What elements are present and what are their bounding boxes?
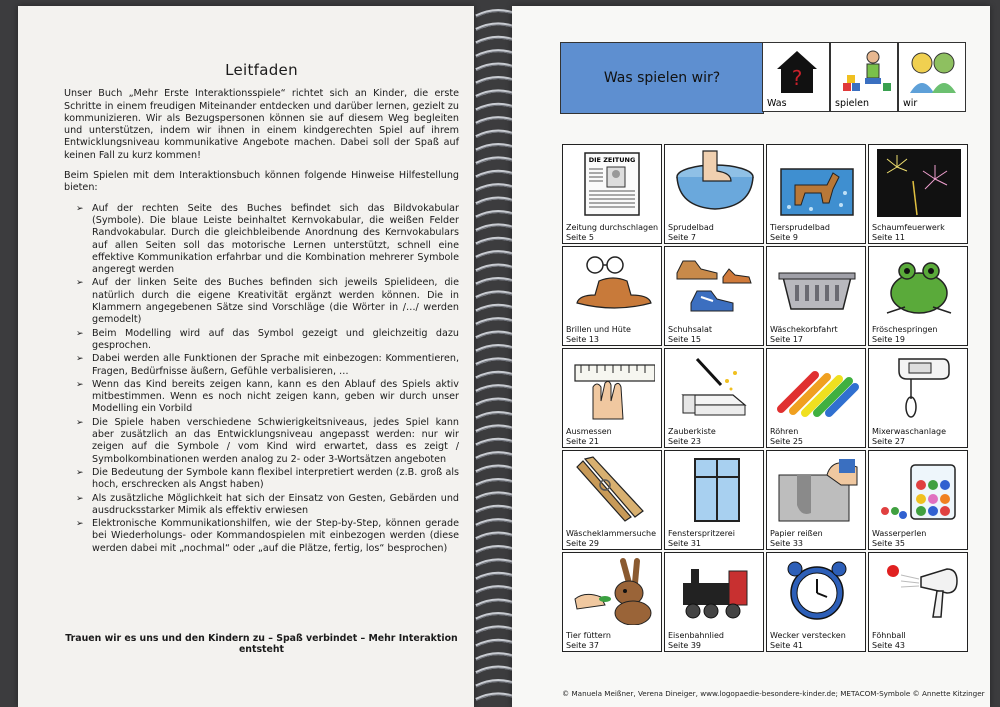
right-page [512,6,990,707]
hint-item: ➢ Als zusätzliche Möglichkeit hat sich der Einsatz von Gesten, Gebärden und ausdrucksstarker Mimik als effektiv erwiesen [92,493,459,518]
window-icon [673,455,757,523]
symbol-cell-schuhsalat[interactable] [664,246,764,346]
core-cell-spielen[interactable] [830,42,898,112]
svg-text:?: ? [791,66,803,90]
symbol-name: Föhnball [872,631,906,640]
hint-item: ➢ Auf der rechten Seite des Buches befindet sich das Bildvokabular (Symbole). Die blaue Leiste beinhaltet Kernvokabular, die weißen Felder Randvokabular. Durch die gleichbleibende Anordnung des Kernvokabulars auf allen Seiten soll das motorische Lernen unterstützt, schnell eine effektive Kommunikation erfahrbar und die Kombination mehrerer Symbole angeregt werden [92,203,459,277]
symbol-cell-wecker[interactable] [766,552,866,652]
alarm-clock-icon [775,557,859,625]
symbol-cell-brillen[interactable] [562,246,662,346]
symbol-name: Schuhsalat [668,325,713,334]
symbol-cell-roehren[interactable] [766,348,866,448]
intro-paragraph: Unser Buch „Mehr Erste Interaktionsspiele“ richtet sich an Kinder, die erste Schritte in einem freudigen Miteinander entdecken und darüber lernen, gezielt zu kommunizieren. Wir als Bezugspersonen können sie auf diesem Weg begleiten und unterstützen, indem wir ihnen in einem kindgerechten Spiel auf ihrem Entwicklungsniveau kommunikative Angebote machen. Dabei soll der Spaß auf keinen Fall zu kurz kommen! [64,88,459,161]
core-cell-label: spielen [835,98,869,109]
symbol-name: Sprudelbad [668,223,714,232]
tear-paper-icon [775,455,859,523]
symbol-page: Seite 19 [872,335,906,344]
symbol-cell-ausmessen[interactable] [562,348,662,448]
hint-item: ➢ Wenn das Kind bereits zeigen kann, kann es den Ablauf des Spiels aktiv mitbestimmen. Wenn es noch nicht zeigen kann, geben wir durch unser Modelling ein Vorbild [92,379,459,416]
symbol-cell-wasserperlen[interactable] [868,450,968,550]
symbol-name: Zauberkiste [668,427,716,436]
symbol-cell-mixer[interactable] [868,348,968,448]
feed-rabbit-icon [571,557,655,625]
core-bar-label: Was spielen wir? [603,70,721,86]
mixer-icon [877,353,961,421]
symbol-page: Seite 5 [566,233,594,242]
symbol-cell-froesche[interactable] [868,246,968,346]
hairdryer-icon [877,557,961,625]
symbol-page: Seite 17 [770,335,804,344]
symbol-name: Fröschespringen [872,325,938,334]
symbol-name: Röhren [770,427,799,436]
symbol-page: Seite 33 [770,539,804,548]
symbol-page: Seite 37 [566,641,600,650]
hint-item: ➢ Elektronische Kommunikationshilfen, wie der Step-by-Step, können gerade bei Wiederholungs- oder Kommandospielen mit einbezogen werden (diese werden dabei mit „nochmal“ oder „auf die Plätze, fertig, los“ besprochen) [92,518,459,555]
symbol-page: Seite 13 [566,335,600,344]
water-beads-icon [877,455,961,523]
two-people-icon [905,47,961,97]
hint-item: ➢ Die Spiele haben verschiedene Schwierigkeitsniveaus, jedes Spiel kann aber zusätzlich an das Entwicklungsniveau angepasst werden: nur wir zeigen auf die Symbole / vom Kind wird erwartet, dass es zeigt / Symbolkombinationen werden analog zu 2- oder 3-Wortsätzen angeboten [92,417,459,466]
symbol-name: Papier reißen [770,529,823,538]
symbol-cell-waescheklammer[interactable] [562,450,662,550]
laundry-basket-icon [775,251,859,319]
symbol-name: Mixerwaschanlage [872,427,947,436]
symbol-cell-foehnball[interactable] [868,552,968,652]
ruler-icon [571,353,655,421]
symbol-name: Eisenbahnlied [668,631,725,640]
hint-item: ➢ Beim Modelling wird auf das Symbol gezeigt und gleichzeitig dazu gesprochen. [92,328,459,353]
hint-list [64,203,459,555]
symbol-page: Seite 7 [668,233,696,242]
symbol-cell-zauberkiste[interactable] [664,348,764,448]
playing-child-icon [837,47,893,97]
symbol-name: Brillen und Hüte [566,325,631,334]
core-cell-label: Was [767,98,787,109]
symbol-name: Wäscheklammersuche [566,529,657,538]
symbol-page: Seite 31 [668,539,702,548]
symbol-page: Seite 11 [872,233,906,242]
symbol-name: Wecker verstecken [770,631,846,640]
symbol-cell-fenster[interactable] [664,450,764,550]
animal-bath-icon [775,149,859,217]
hint-item: ➢ Die Bedeutung der Symbole kann flexibel interpretiert werden (z.B. groß als hoch, erschrecken als Angst haben) [92,467,459,492]
hint-item: ➢ Auf der linken Seite des Buches befinden sich jeweils Spielideen, die natürlich durch die eigene Kreativität ergänzt werden können. Die in Klammern angegebenen Sätze sind Vorschläge (die Wörter in /…/ werden gemodelt) [92,277,459,326]
copyright-credit: © Manuela Meißner, Verena Dineiger, www.logopaedie-besondere-kinder.de; METACOM-Symbole © Annette Kitzinger [562,689,985,698]
frog-icon [877,251,961,319]
magic-box-icon [673,353,757,421]
tubes-icon [775,353,859,421]
symbol-name: Tiersprudelbad [770,223,830,232]
core-cell-was[interactable] [762,42,830,112]
symbol-name: Zeitung durchschlagen [566,223,659,232]
newspaper-label: DIE ZEITUNG [588,156,636,164]
symbol-page: Seite 39 [668,641,702,650]
page-title: Leitfaden [225,61,298,79]
symbol-page: Seite 35 [872,539,906,548]
symbol-name: Tier füttern [566,631,611,640]
symbol-name: Ausmessen [566,427,612,436]
symbol-page: Seite 27 [872,437,906,446]
fireworks-icon [877,149,961,217]
core-cell-wir[interactable] [898,42,966,112]
question-house-icon [769,47,825,97]
symbol-page: Seite 29 [566,539,600,548]
symbol-cell-waeschekorb[interactable] [766,246,866,346]
symbol-name: Wäschekorbfahrt [770,325,838,334]
train-icon [673,557,757,625]
symbol-cell-sprudelbad[interactable] [664,144,764,244]
symbol-name: Schaumfeuerwerk [872,223,945,232]
symbol-cell-schaumfeuerwerk[interactable] [868,144,968,244]
core-vocabulary-bar[interactable] [560,42,764,114]
symbol-cell-eisenbahn[interactable] [664,552,764,652]
symbol-page: Seite 21 [566,437,600,446]
symbol-page: Seite 15 [668,335,702,344]
symbol-page: Seite 41 [770,641,804,650]
symbol-cell-tier-fuettern[interactable] [562,552,662,652]
symbol-name: Fensterspritzerei [668,529,735,538]
symbol-name: Wasserperlen [872,529,927,538]
lead-paragraph: Beim Spielen mit dem Interaktionsbuch können folgende Hinweise Hilfestellung bieten: [64,170,459,194]
foot-bath-icon [673,149,757,217]
symbol-cell-papier[interactable] [766,450,866,550]
glasses-hat-icon [571,251,655,319]
symbol-page: Seite 25 [770,437,804,446]
clothespin-icon [571,455,655,523]
symbol-page: Seite 23 [668,437,702,446]
guide-text [64,61,459,556]
newspaper-icon [571,149,655,217]
shoes-icon [673,251,757,319]
symbol-cell-tiersprudelbad[interactable] [766,144,866,244]
core-cell-label: wir [903,98,918,109]
hint-item: ➢ Dabei werden alle Funktionen der Sprache mit einbezogen: Kommentieren, Fragen, Bedürfnisse äußern, Gefühle verbalisieren, … [92,353,459,378]
symbol-page: Seite 9 [770,233,798,242]
closing-line: Trauen wir es uns und den Kindern zu – Spaß verbindet – Mehr Interaktion entsteht [65,633,458,655]
symbol-cell-zeitung[interactable] [562,144,662,244]
symbol-page: Seite 43 [872,641,906,650]
left-page [18,6,474,707]
